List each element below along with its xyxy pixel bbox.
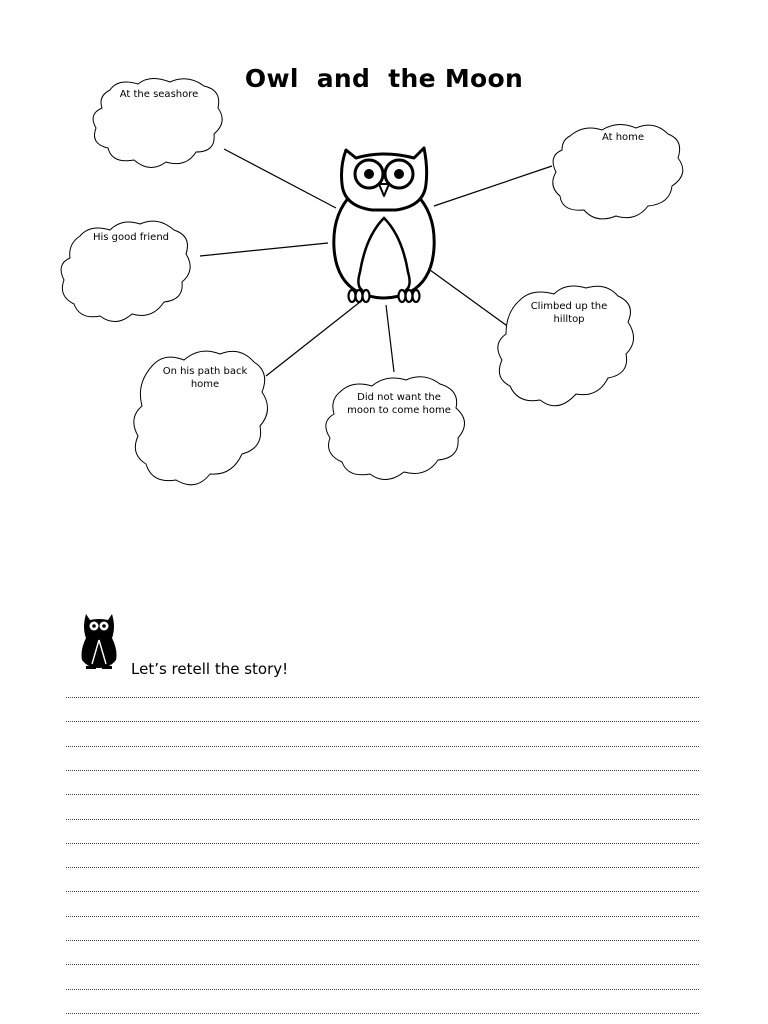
connector-seashore <box>224 149 336 208</box>
writing-line <box>66 721 699 722</box>
page-title: Owl and the Moon <box>244 64 524 93</box>
cloud-label-seashore: At the seashore <box>119 89 199 100</box>
writing-line <box>66 770 699 771</box>
writing-line <box>66 867 699 868</box>
connector-path <box>266 302 360 376</box>
writing-line <box>66 819 699 820</box>
connector-home <box>434 166 552 206</box>
writing-line <box>66 843 699 844</box>
connector-friend <box>200 243 328 256</box>
writing-line <box>66 940 699 941</box>
writing-line <box>66 697 699 698</box>
retell-prompt: Let’s retell the story! <box>131 660 289 678</box>
writing-line <box>66 1013 699 1014</box>
writing-line <box>66 964 699 965</box>
cloud-label-path: On his path back home <box>162 366 248 390</box>
cloud-label-friend: His good friend <box>92 232 170 243</box>
writing-line <box>66 746 699 747</box>
small-owl-icon <box>82 614 117 669</box>
cloud-label-moon: Did not want the moon to come home <box>347 392 451 416</box>
cloud-label-home: At home <box>601 132 645 143</box>
owl-icon <box>334 148 434 302</box>
writing-line <box>66 916 699 917</box>
writing-line <box>66 794 699 795</box>
connector-hilltop <box>430 270 510 328</box>
connector-moon <box>386 305 394 372</box>
writing-line <box>66 891 699 892</box>
cloud-label-hilltop: Climbed up the hilltop <box>530 301 608 325</box>
writing-line <box>66 989 699 990</box>
